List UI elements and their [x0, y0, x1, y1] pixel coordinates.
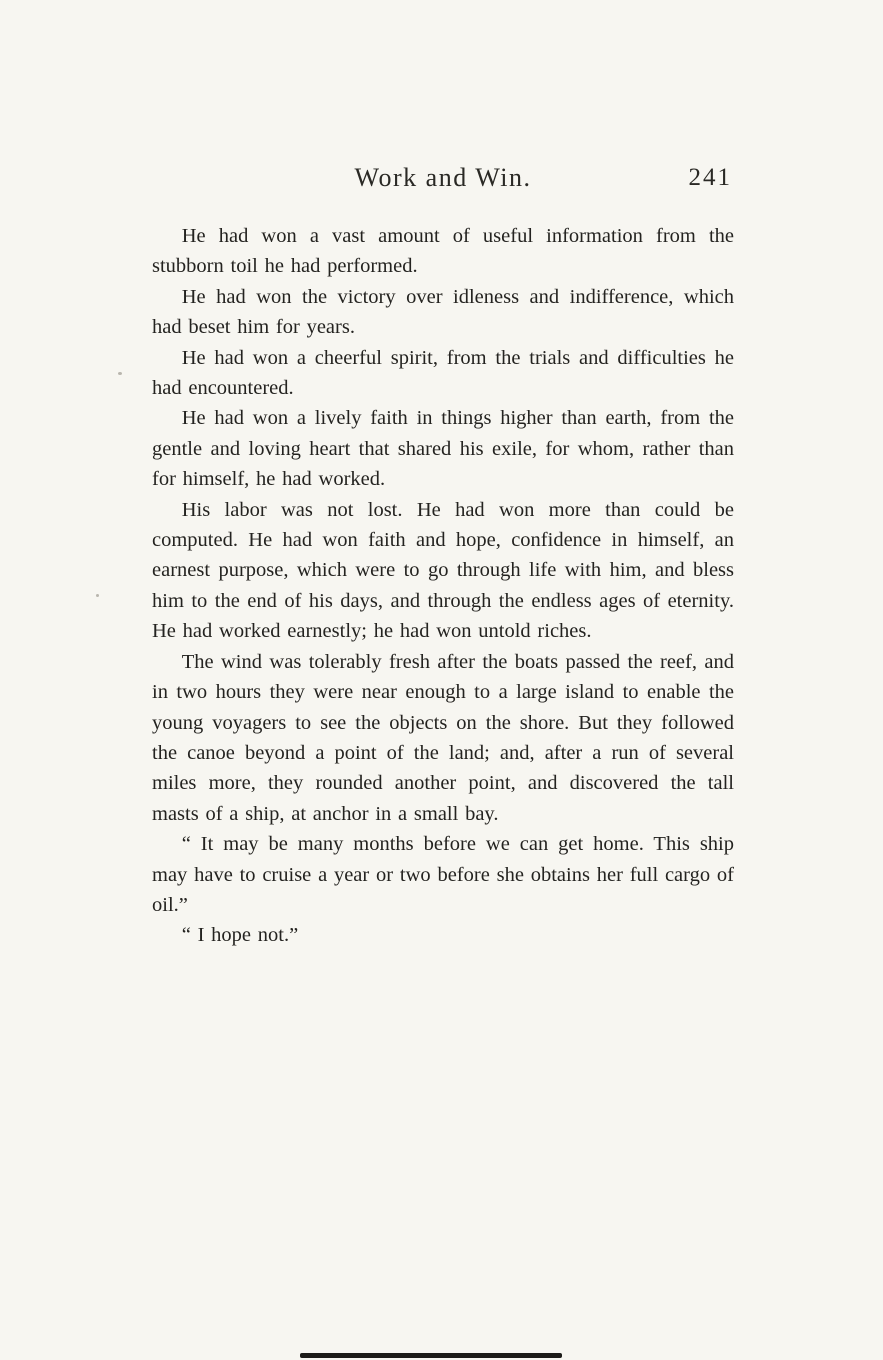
paragraph: He had won a lively faith in things higher than earth, from the gentle and loving heart that shared his exile, for whom, rather than for himself, he had worked. — [152, 407, 734, 491]
scan-speck — [118, 372, 122, 375]
page-number: 241 — [688, 164, 732, 191]
text-block — [152, 163, 734, 951]
paragraph: The wind was tolerably fresh after the boats passed the reef, and in two hours they were near enough to a large island to enable the young voyagers to see the objects on the shore. But they followed the canoe beyond a point of the land; and, after a run of several miles more, they rounded another point, and discovered the tall masts of a ship, at anchor in a small bay. — [152, 650, 734, 825]
paragraph: He had won a cheerful spirit, from the trials and difficulties he had encountered. — [152, 346, 734, 400]
paragraph: He had won a vast amount of useful information from the stubborn toil he had performed. — [152, 225, 734, 278]
page-header — [152, 163, 734, 197]
page-body — [152, 221, 734, 951]
paragraph: “ It may be many months before we can get home. This ship may have to cruise a year or two before she obtains her full cargo of oil.” — [152, 833, 734, 916]
scan-edge-artifact — [300, 1353, 562, 1358]
running-title: Work and Win. — [354, 163, 532, 192]
paragraph: His labor was not lost. He had won more than could be computed. He had won faith and hope, confidence in himself, an earnest purpose, which were to go through life with him, and bless him to the end of his days, and through the endless ages of eternity. He had worked earnestly; he had won untold riches. — [152, 498, 734, 643]
scan-speck — [96, 594, 99, 597]
paragraph: He had won the victory over idleness and indifference, which had beset him for years. — [152, 285, 734, 339]
paragraph: “ I hope not.” — [181, 924, 299, 947]
